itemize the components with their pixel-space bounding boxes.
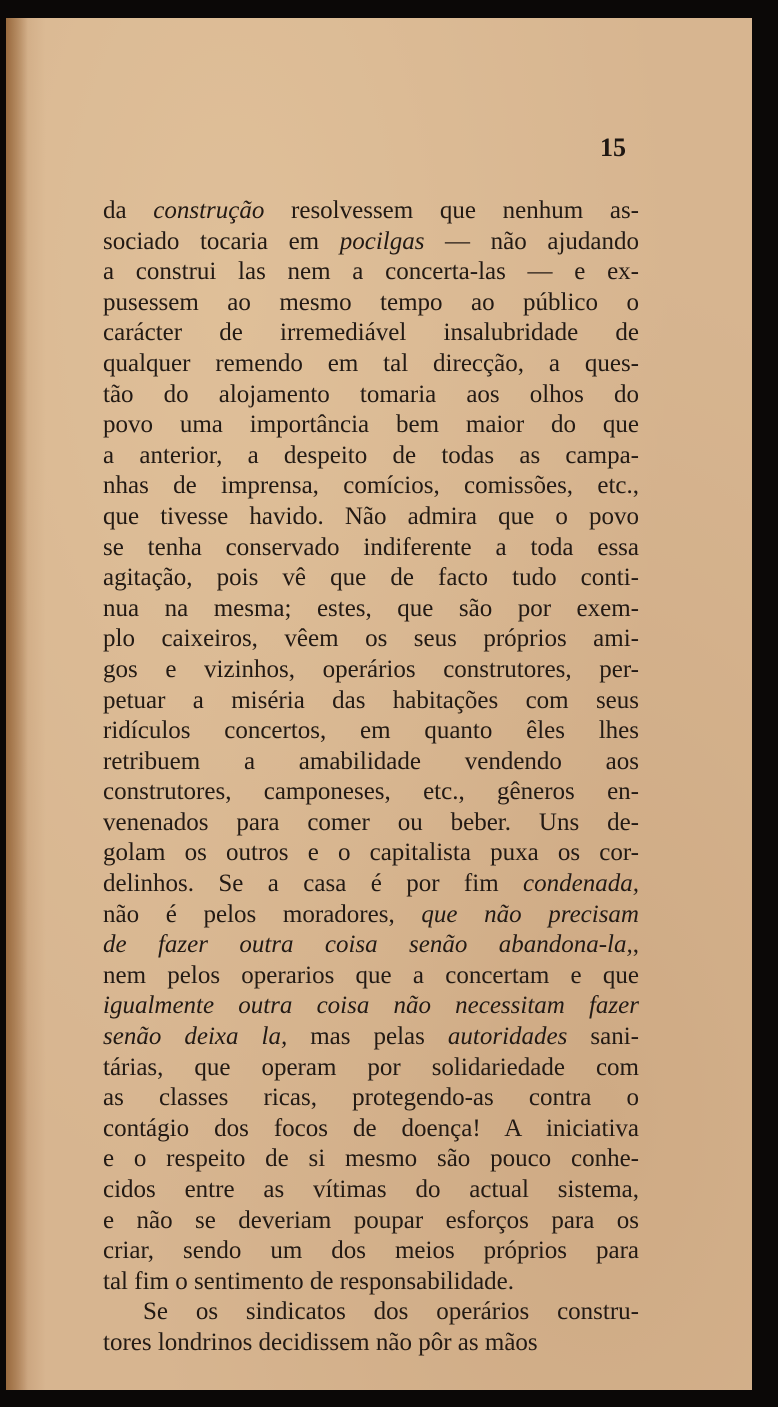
text-span: e o respeito de si mesmo são pouco conhe- <box>103 1145 639 1173</box>
italic-span: de fazer outra coisa senão abandona-la, <box>103 931 633 959</box>
text-line <box>103 1236 639 1267</box>
text-span: contágio dos focos de doença! A iniciativa <box>103 1114 639 1142</box>
text-span: , <box>632 931 639 959</box>
text-line <box>103 318 639 349</box>
text-span: as classes ricas, protegendo-as contra o <box>103 1084 639 1112</box>
text-line <box>103 563 639 594</box>
text-span: gos e vizinhos, operários construtores, per- <box>103 655 639 683</box>
text-span: qualquer remendo em tal direcção, a ques- <box>103 349 639 377</box>
text-span: venenados para comer ou beber. Uns de- <box>103 808 639 836</box>
text-span: carácter de irremediável insalubridade de <box>103 319 639 347</box>
italic-span: senão deixa la, <box>103 1023 288 1051</box>
text-line <box>103 1144 639 1175</box>
text-span: se tenha conservado indiferente a toda essa <box>103 533 639 561</box>
text-line <box>103 349 639 380</box>
text-line <box>103 716 639 747</box>
text-line <box>103 869 639 900</box>
text-span: plo caixeiros, vêem os seus próprios ami- <box>103 625 639 653</box>
italic-span: construção <box>153 197 265 224</box>
italic-span: condenada, <box>523 870 639 898</box>
text-line <box>103 441 639 472</box>
text-line <box>103 227 639 258</box>
book-page <box>6 18 752 1390</box>
text-line <box>103 747 639 778</box>
text-span: da <box>103 197 154 224</box>
text-span: — não ajudando <box>424 227 640 255</box>
text-line <box>103 1297 639 1328</box>
text-span: delinhos. Se a casa é por fim <box>103 870 524 898</box>
text-span: e não se deveriam poupar esforços para os <box>103 1206 639 1234</box>
text-span: resolvessem que nenhum as- <box>264 197 639 224</box>
text-line <box>103 594 639 625</box>
text-span: que tivesse havido. Não admira que o povo <box>103 502 639 530</box>
text-span: não é pelos moradores, <box>103 900 422 928</box>
text-span: nua na mesma; estes, que são por exem- <box>103 594 639 622</box>
italic-span: pocilgas <box>339 227 425 255</box>
text-span: tal fim o sentimento de responsabilidade. <box>103 1267 515 1295</box>
text-span: pusessem ao mesmo tempo ao público o <box>103 288 639 316</box>
text-span: golam os outros e o capitalista puxa os cor- <box>103 839 639 867</box>
text-span: Se os sindicatos dos operários constru- <box>143 1298 639 1326</box>
text-line <box>103 900 639 931</box>
italic-span: autoridades <box>447 1023 568 1051</box>
page-number: 15 <box>600 133 626 162</box>
text-line <box>103 655 639 686</box>
text-span: a construi las nem a concerta-las — e ex- <box>103 258 639 286</box>
text-line <box>103 1175 639 1206</box>
text-line <box>103 777 639 808</box>
text-line <box>103 380 639 411</box>
text-line <box>103 471 639 502</box>
text-line <box>103 1114 639 1145</box>
text-line <box>103 991 639 1022</box>
text-span: povo uma importância bem maior do que <box>103 411 639 439</box>
text-span: tárias, que operam por solidariedade com <box>103 1053 639 1081</box>
text-span: cidos entre as vítimas do actual sistema, <box>103 1176 639 1203</box>
text-line <box>103 686 639 717</box>
text-span: agitação, pois vê que de facto tudo conti- <box>103 564 639 592</box>
text-line <box>103 624 639 655</box>
text-span: tão do alojamento tomaria aos olhos do <box>103 380 639 408</box>
italic-span: que não precisam <box>421 900 639 928</box>
text-line <box>103 288 639 319</box>
text-line <box>103 1267 639 1298</box>
body-text <box>103 196 639 1359</box>
text-span: petuar a miséria das habitações com seus <box>103 686 639 714</box>
text-span: retribuem a amabilidade vendendo aos <box>103 747 639 775</box>
text-line <box>103 930 639 961</box>
text-span: tores londrinos decidissem não pôr as mãos <box>103 1328 538 1356</box>
text-line <box>103 1053 639 1084</box>
text-span: mas pelas <box>287 1023 448 1051</box>
text-line <box>103 961 639 992</box>
text-line <box>103 1328 639 1359</box>
text-line <box>103 502 639 533</box>
text-span: criar, sendo um dos meios próprios para <box>103 1237 639 1265</box>
text-span: sani- <box>567 1023 639 1051</box>
text-line <box>103 257 639 288</box>
italic-span: igualmente outra coisa não necessitam fazer <box>103 992 639 1020</box>
text-line <box>103 410 639 441</box>
text-line <box>103 1206 639 1237</box>
text-line <box>103 808 639 839</box>
text-line <box>103 1083 639 1114</box>
text-line <box>103 838 639 869</box>
page-binding-shadow <box>6 18 28 1390</box>
text-span: nhas de imprensa, comícios, comissões, etc., <box>103 472 639 500</box>
text-span: sociado tocaria em <box>103 227 340 255</box>
text-span: a anterior, a despeito de todas as campa- <box>103 441 639 469</box>
text-line <box>103 533 639 564</box>
text-span: nem pelos operarios que a concertam e que <box>103 961 639 989</box>
text-line <box>103 1022 639 1053</box>
text-line <box>103 196 639 227</box>
text-span: construtores, camponeses, etc., gêneros en- <box>103 778 639 806</box>
text-span: ridículos concertos, em quanto êles lhes <box>103 717 639 745</box>
